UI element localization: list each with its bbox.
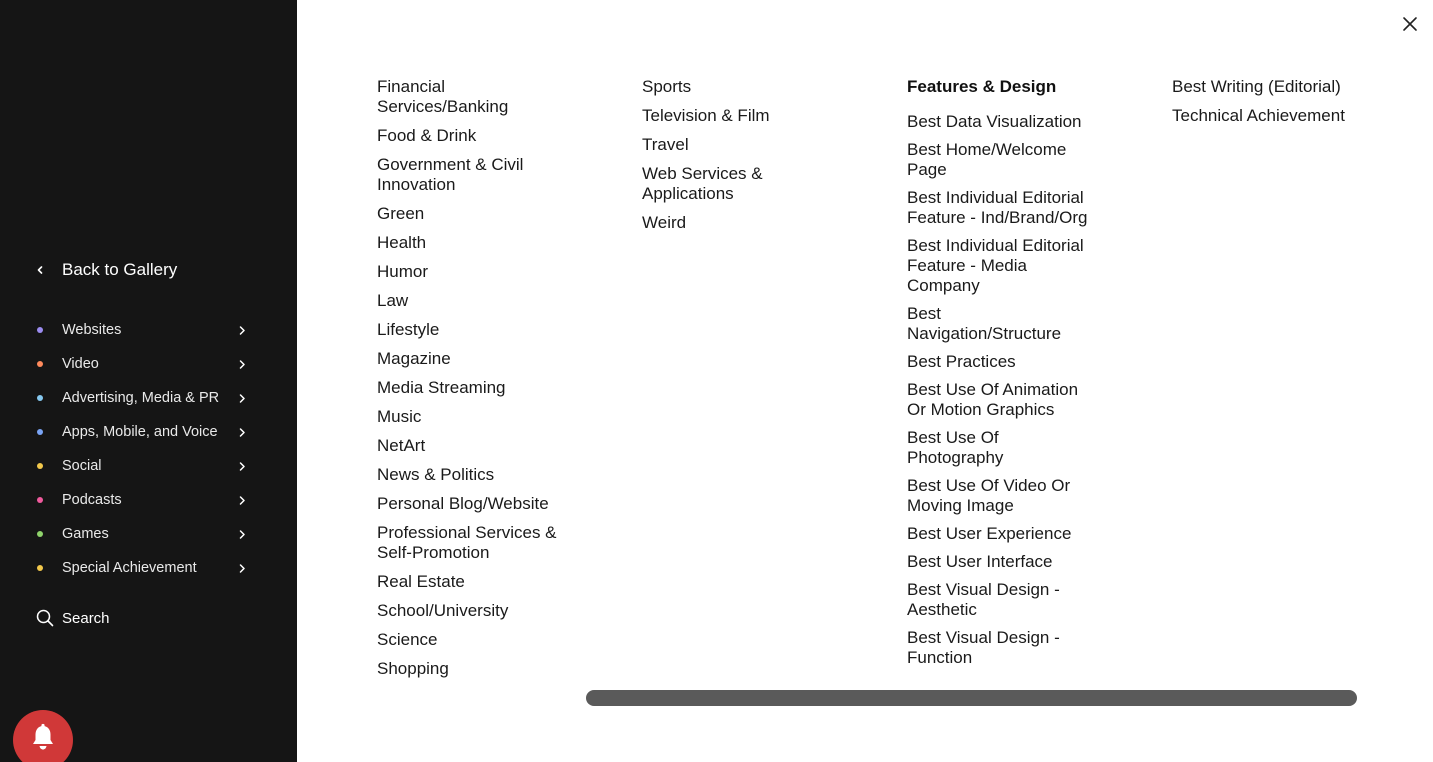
- close-icon: [1402, 16, 1418, 32]
- sidebar-item-social[interactable]: [34, 449, 254, 483]
- category-dot: [37, 565, 43, 571]
- category-column-1: [377, 77, 577, 688]
- category-link[interactable]: Best User Interface: [907, 552, 1053, 571]
- category-link[interactable]: Law: [377, 291, 409, 310]
- category-column-3: [907, 77, 1102, 676]
- category-dot: [37, 395, 43, 401]
- search-label: Search: [62, 609, 110, 627]
- sidebar-item-label: Advertising, Media & PR: [62, 390, 220, 406]
- category-link[interactable]: Best User Experience: [907, 524, 1072, 543]
- back-to-gallery-link[interactable]: [34, 258, 177, 282]
- category-link[interactable]: Best Visual Design - Aesthetic: [907, 580, 1060, 619]
- category-link[interactable]: Best Individual Editorial Feature - Media Company: [907, 236, 1084, 295]
- search-button[interactable]: [36, 607, 110, 629]
- sidebar-item-label: Podcasts: [62, 492, 122, 508]
- sidebar-item-label: Special Achievement: [62, 560, 197, 576]
- category-link[interactable]: Best Use Of Animation Or Motion Graphics: [907, 380, 1079, 419]
- category-column-4: [1172, 77, 1372, 135]
- chevron-right-icon: [237, 427, 247, 437]
- horizontal-scrollbar[interactable]: [586, 690, 1357, 706]
- category-link[interactable]: Web Services & Applications: [642, 164, 763, 203]
- category-dot: [37, 327, 43, 333]
- sidebar-item-label: Social: [62, 458, 102, 474]
- category-link[interactable]: Best Navigation/Structure: [907, 304, 1062, 343]
- category-link[interactable]: Best Practices: [907, 352, 1016, 371]
- category-link[interactable]: Magazine: [377, 349, 451, 368]
- category-dot: [37, 463, 43, 469]
- category-dot: [37, 361, 43, 367]
- sidebar-item-websites[interactable]: [34, 313, 254, 347]
- sidebar-item-label: Apps, Mobile, and Voice: [62, 424, 218, 440]
- category-link[interactable]: Best Use Of Photography: [907, 428, 1004, 467]
- category-dot: [37, 531, 43, 537]
- category-link[interactable]: Health: [377, 233, 427, 252]
- category-link[interactable]: Best Data Visualization: [907, 112, 1082, 131]
- category-link[interactable]: School/University: [377, 601, 509, 620]
- sidebar-item-advertising[interactable]: [34, 381, 254, 415]
- chevron-right-icon: [237, 393, 247, 403]
- category-link[interactable]: Best Individual Editorial Feature - Ind/Brand/Org: [907, 188, 1088, 227]
- category-link[interactable]: Humor: [377, 262, 429, 281]
- column-heading: Features & Design: [907, 77, 1057, 96]
- category-link[interactable]: Lifestyle: [377, 320, 440, 339]
- category-link[interactable]: News & Politics: [377, 465, 495, 484]
- chevron-right-icon: [237, 359, 247, 369]
- sidebar-item-label: Websites: [62, 322, 122, 338]
- sidebar-item-label: Video: [62, 356, 99, 372]
- sidebar-item-podcasts[interactable]: [34, 483, 254, 517]
- category-link[interactable]: Best Visual Design - Function: [907, 628, 1060, 667]
- category-link[interactable]: Personal Blog/Website: [377, 494, 549, 513]
- chevron-right-icon: [237, 495, 247, 505]
- category-dot: [37, 429, 43, 435]
- category-link[interactable]: Media Streaming: [377, 378, 506, 397]
- category-link[interactable]: Government & Civil Innovation: [377, 155, 524, 194]
- bell-icon: [28, 723, 58, 753]
- back-to-gallery-label: Back to Gallery: [62, 260, 178, 279]
- chevron-left-icon: [34, 264, 46, 276]
- sidebar-item-apps[interactable]: [34, 415, 254, 449]
- category-link[interactable]: Professional Services & Self-Promotion: [377, 523, 557, 562]
- chevron-right-icon: [237, 563, 247, 573]
- chevron-right-icon: [237, 529, 247, 539]
- sidebar-item-games[interactable]: [34, 517, 254, 551]
- category-link[interactable]: Travel: [642, 135, 689, 154]
- search-icon: [36, 609, 54, 627]
- category-link[interactable]: Weird: [642, 213, 687, 232]
- category-column-2: [642, 77, 842, 242]
- category-link[interactable]: Best Home/Welcome Page: [907, 140, 1067, 179]
- category-link[interactable]: Sports: [642, 77, 692, 96]
- category-link[interactable]: Green: [377, 204, 425, 223]
- category-link[interactable]: Best Use Of Video Or Moving Image: [907, 476, 1071, 515]
- category-link[interactable]: Science: [377, 630, 438, 649]
- category-dot: [37, 497, 43, 503]
- category-link[interactable]: Shopping: [377, 659, 449, 678]
- notification-button[interactable]: [13, 710, 73, 762]
- close-button[interactable]: [1399, 13, 1421, 35]
- category-link[interactable]: Financial Services/Banking: [377, 77, 509, 116]
- chevron-right-icon: [237, 325, 247, 335]
- sidebar-item-video[interactable]: [34, 347, 254, 381]
- sidebar-item-special-achievement[interactable]: [34, 551, 254, 585]
- category-link[interactable]: Food & Drink: [377, 126, 477, 145]
- category-link[interactable]: NetArt: [377, 436, 426, 455]
- category-link[interactable]: Television & Film: [642, 106, 770, 125]
- category-nav: [34, 313, 254, 585]
- category-link[interactable]: Technical Achievement: [1172, 106, 1345, 125]
- category-link[interactable]: Best Writing (Editorial): [1172, 77, 1341, 96]
- sidebar: [0, 0, 297, 762]
- category-link[interactable]: Real Estate: [377, 572, 465, 591]
- category-link[interactable]: Music: [377, 407, 422, 426]
- chevron-right-icon: [237, 461, 247, 471]
- sidebar-item-label: Games: [62, 526, 109, 542]
